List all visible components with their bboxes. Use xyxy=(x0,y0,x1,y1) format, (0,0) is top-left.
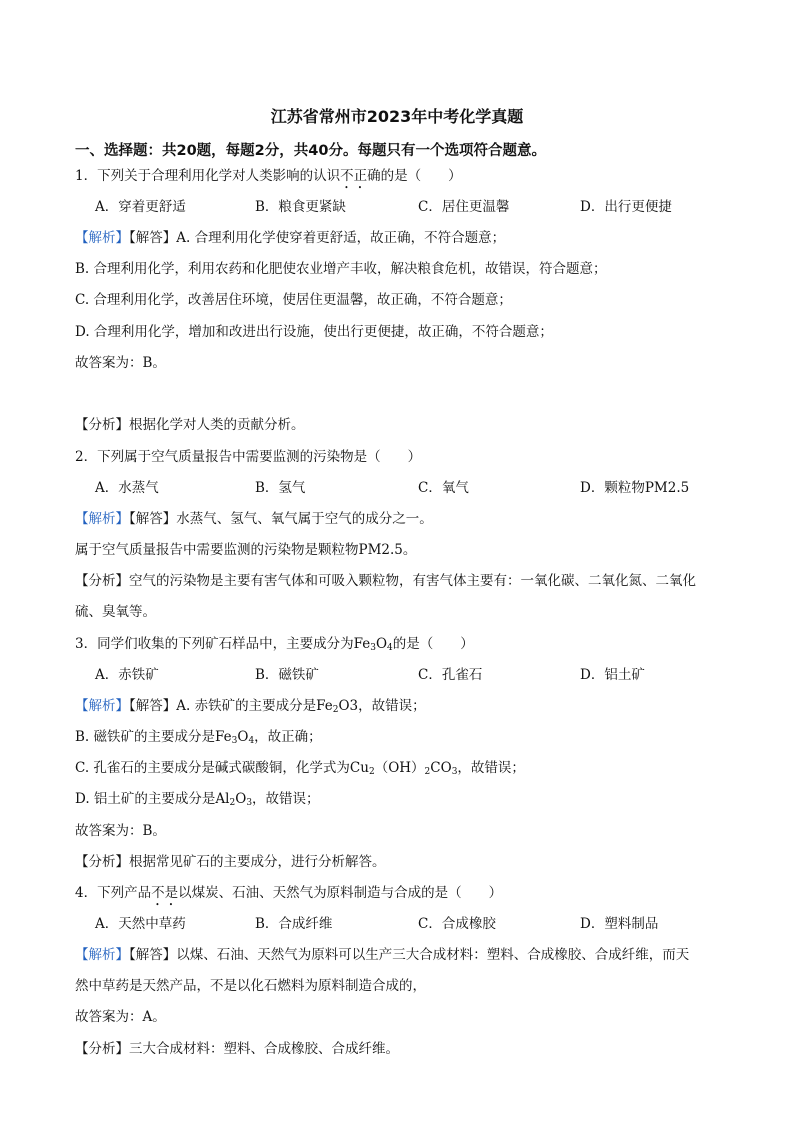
question-3-option-d: D．铝土矿 xyxy=(580,667,645,683)
question-4-analysis: 【分析】三大合成材料：塑料、合成橡胶、合成纤维。 xyxy=(75,1041,399,1057)
question-3-stem: 3．同学们收集的下列矿石样品中，主要成分为$Fe_3O_4$的是（ ） xyxy=(75,636,474,653)
question-2-options xyxy=(0,478,794,498)
question-1-stem-pre: 1．下列关于合理利用化学对人类影响的认识 xyxy=(75,168,341,184)
question-4-option-c: C．合成橡胶 xyxy=(418,916,496,932)
question-2-option-d: D．颗粒物PM2.5 xyxy=(580,480,690,496)
question-1-option-c: C．居住更温馨 xyxy=(418,199,510,215)
question-3-answer-line-2: B. 磁铁矿的主要成分是$Fe_3O_4$，故正确； xyxy=(75,729,322,746)
question-1-answer-line-1: 【解析】【解答】A. 合理利用化学使穿着更舒适，故正确，不符合题意； xyxy=(75,230,506,246)
jieda-tag: 【解答】 xyxy=(129,698,177,714)
jiexi-tag: 【解析】 xyxy=(75,511,129,527)
question-4-stem: 4．下列产品不是以煤炭、石油、天然气为原料制造与合成的是（ ） xyxy=(75,885,503,901)
question-1-answer-line-2: B. 合理利用化学，利用农药和化肥使农业增产丰收，解决粮食危机，故错误，符合题意； xyxy=(75,261,607,277)
question-1-stem-post: 确的是（ ） xyxy=(367,168,462,184)
question-3-option-a: A．赤铁矿 xyxy=(95,667,159,683)
question-2-analysis-line-1: 【分析】空气的污染物是主要有害气体和可吸入颗粒物，有害气体主要有：一氧化碳、二氧化氮、二氧化 xyxy=(75,573,696,589)
jieda-tag: 【解答】 xyxy=(129,511,177,527)
question-2-option-c: C．氧气 xyxy=(418,480,469,496)
question-2-stem: 2．下列属于空气质量报告中需要监测的污染物是（ ） xyxy=(75,449,422,465)
question-1-answer-final: 故答案为：B。 xyxy=(75,355,166,371)
fenxi-tag: 【分析】 xyxy=(75,1041,129,1057)
question-2-option-a: A．水蒸气 xyxy=(95,480,159,496)
question-1-stem xyxy=(75,166,462,192)
question-3-option-c: C．孔雀石 xyxy=(418,667,483,683)
question-2-answer-line-1: 【解析】【解答】水蒸气、氢气、氧气属于空气的成分之一。 xyxy=(75,511,433,527)
question-3-answer-line-3: C. 孔雀石的主要成分是碱式碳酸铜，化学式为$Cu_2(OH)_2CO_3$，故错误； xyxy=(75,760,525,777)
question-2-analysis-line-2: 硫、臭氧等。 xyxy=(75,604,156,620)
question-4-option-d: D．塑料制品 xyxy=(580,916,659,932)
question-4-option-b: B．合成纤维 xyxy=(255,916,333,932)
question-4-answer-line-2: 然中草药是天然产品，不是以化石燃料为原料制造合成的， xyxy=(75,978,426,994)
question-4-options xyxy=(0,914,794,934)
jiexi-tag: 【解析】 xyxy=(75,698,129,714)
question-3-options xyxy=(0,665,794,685)
question-3-answer-line-4: D. 铝土矿的主要成分是$Al_2O_3$，故错误； xyxy=(75,791,320,808)
question-3-answer-final: 故答案为：B。 xyxy=(75,823,166,839)
question-4-answer-line-1: 【解析】【解答】以煤、石油、天然气为原料可以生产三大合成材料：塑料、合成橡胶、合成纤维，而天 xyxy=(75,947,690,963)
question-4-option-a: A．天然中草药 xyxy=(95,916,186,932)
fenxi-tag: 【分析】 xyxy=(75,573,129,589)
question-1-answer-line-4: D. 合理利用化学，增加和改进出行设施，使出行更便捷，故正确，不符合题意； xyxy=(75,324,553,340)
question-3-answer-line-1: 【解析】【解答】A. 赤铁矿的主要成分是$Fe_2O3$，故错误； xyxy=(75,698,426,715)
question-1-emphasis: 不正 xyxy=(340,168,368,184)
question-1-options xyxy=(0,197,794,217)
section-header: 一、选择题：共20题，每题2分，共40分。每题只有一个选项符合题意。 xyxy=(75,143,546,159)
jiexi-tag: 【解析】 xyxy=(75,230,129,246)
question-1-option-d: D．出行更便捷 xyxy=(580,199,672,215)
question-1-answer-line-3: C. 合理利用化学，改善居住环境，使居住更温馨，故正确，不符合题意； xyxy=(75,292,512,308)
page-title: 江苏省常州市2023年中考化学真题 xyxy=(270,107,524,126)
question-1-option-b: B．粮食更紧缺 xyxy=(255,199,346,215)
question-1-analysis: 【分析】根据化学对人类的贡献分析。 xyxy=(75,417,305,433)
jieda-tag: 【解答】 xyxy=(129,947,177,963)
question-3-option-b: B．磁铁矿 xyxy=(255,667,319,683)
question-1-option-a: A．穿着更舒适 xyxy=(95,199,186,215)
jieda-tag: 【解答】 xyxy=(129,230,177,246)
question-2-option-b: B．氢气 xyxy=(255,480,306,496)
fenxi-tag: 【分析】 xyxy=(75,854,129,870)
question-4-emphasis: 不是 xyxy=(151,885,179,901)
jiexi-tag: 【解析】 xyxy=(75,947,129,963)
question-4-answer-final: 故答案为：A。 xyxy=(75,1009,166,1025)
question-3-analysis: 【分析】根据常见矿石的主要成分，进行分析解答。 xyxy=(75,854,386,870)
question-2-answer-line-2: 属于空气质量报告中需要监测的污染物是颗粒物PM2.5。 xyxy=(75,542,417,558)
fenxi-tag: 【分析】 xyxy=(75,417,129,433)
